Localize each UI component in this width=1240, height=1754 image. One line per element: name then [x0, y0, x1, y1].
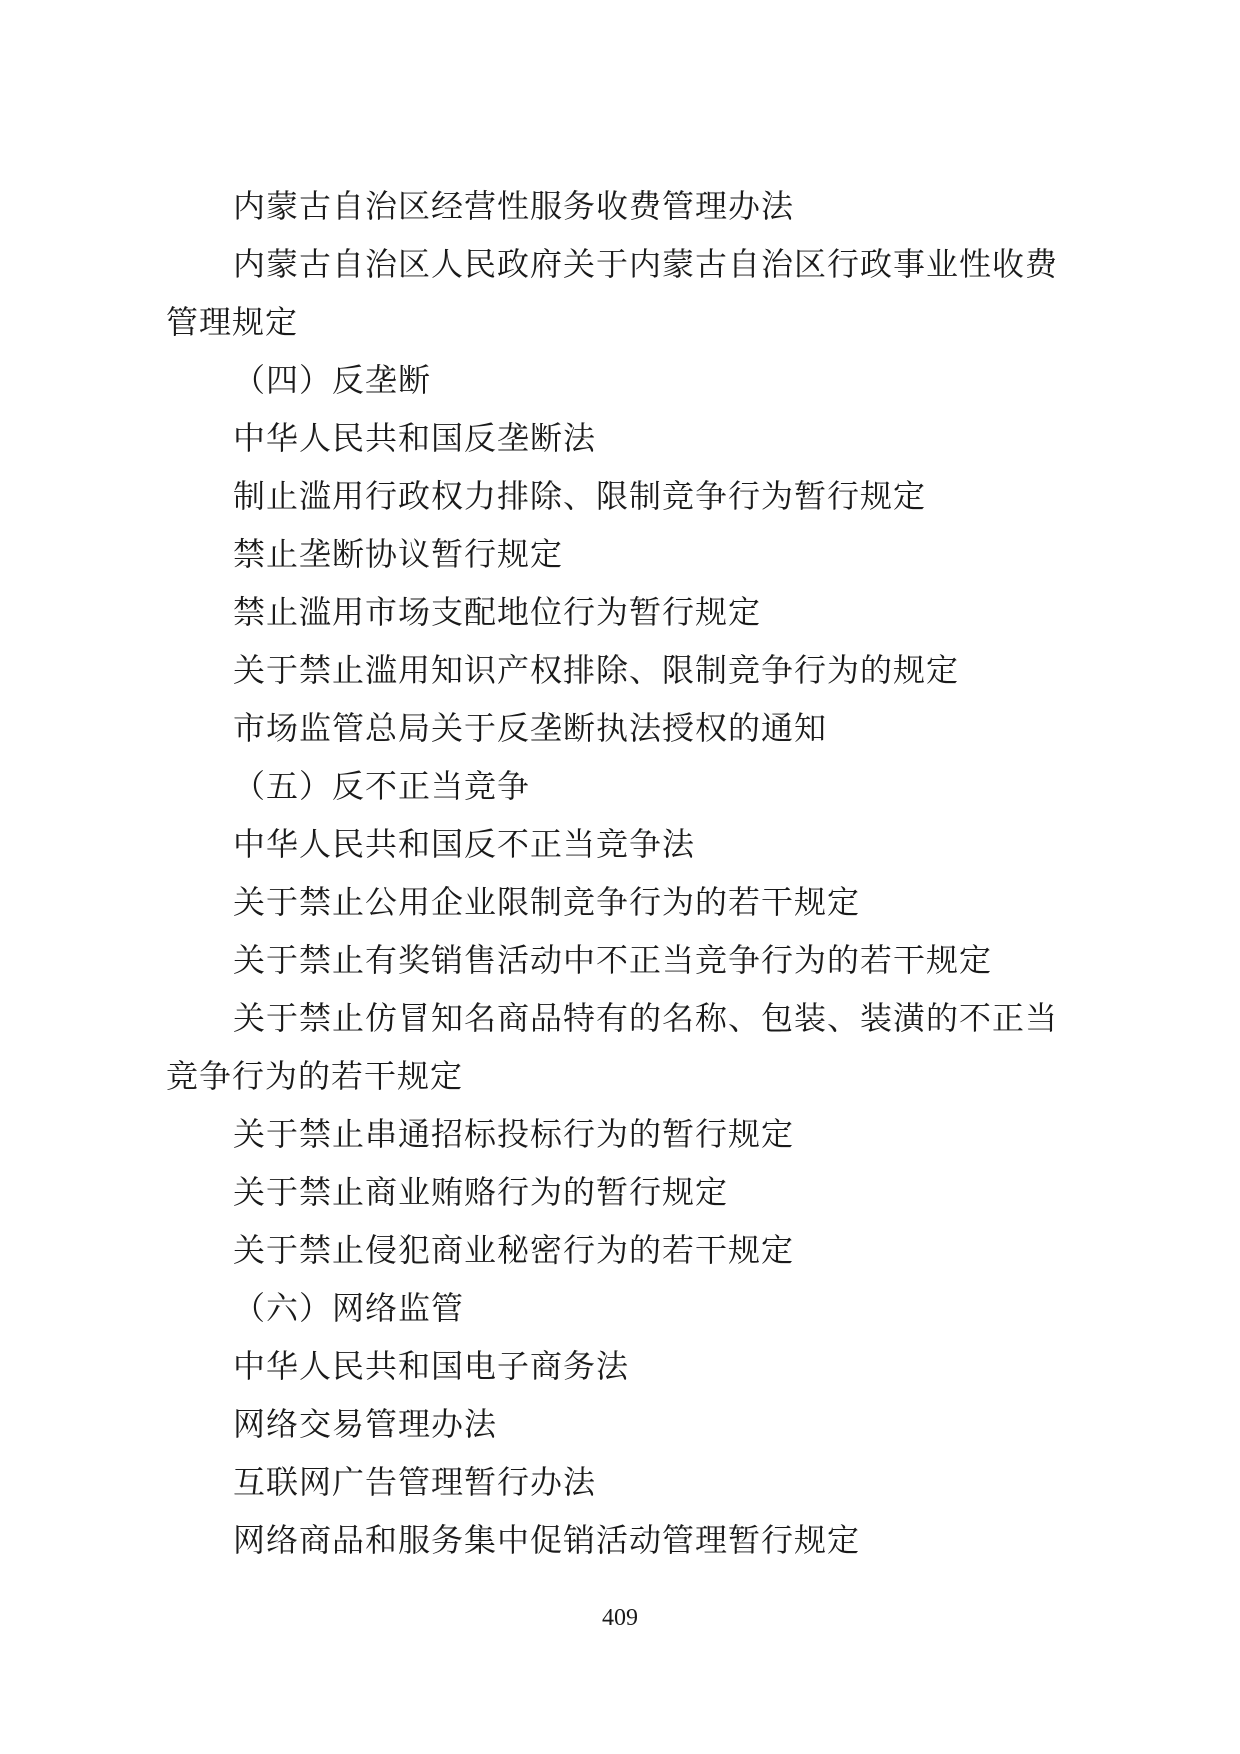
regulation-title: 市场监管总局关于反垄断执法授权的通知 — [233, 709, 828, 747]
regulation-title: 内蒙古自治区经营性服务收费管理办法 — [233, 187, 795, 225]
regulation-title: 关于禁止滥用知识产权排除、限制竞争行为的规定 — [233, 651, 960, 689]
regulation-title: 网络商品和服务集中促销活动管理暂行规定 — [233, 1521, 861, 1559]
section-heading-network-supervision: （六）网络监管 — [233, 1289, 465, 1327]
regulation-title: 制止滥用行政权力排除、限制竞争行为暂行规定 — [233, 477, 927, 515]
document-body — [166, 177, 1086, 1569]
regulation-title-continuation: 竞争行为的若干规定 — [166, 1057, 464, 1095]
page-number: 409 — [602, 1605, 638, 1631]
regulation-title: 关于禁止侵犯商业秘密行为的若干规定 — [233, 1231, 795, 1269]
section-heading-antimonopoly: （四）反垄断 — [233, 361, 432, 399]
section-heading-unfair-competition: （五）反不正当竞争 — [233, 767, 531, 805]
regulation-title: 中华人民共和国反不正当竞争法 — [233, 825, 696, 863]
regulation-title: 互联网广告管理暂行办法 — [233, 1463, 597, 1501]
regulation-title: 中华人民共和国反垄断法 — [233, 419, 597, 457]
regulation-title: 关于禁止仿冒知名商品特有的名称、包装、装潢的不正当 — [233, 999, 1059, 1037]
regulation-title: 内蒙古自治区人民政府关于内蒙古自治区行政事业性收费 — [233, 245, 1059, 283]
regulation-title: 中华人民共和国电子商务法 — [233, 1347, 630, 1385]
regulation-title-continuation: 管理规定 — [166, 303, 299, 341]
regulation-title: 禁止垄断协议暂行规定 — [233, 535, 564, 573]
regulation-title: 网络交易管理办法 — [233, 1405, 498, 1443]
regulation-title: 禁止滥用市场支配地位行为暂行规定 — [233, 593, 762, 631]
regulation-title: 关于禁止商业贿赂行为的暂行规定 — [233, 1173, 729, 1211]
regulation-title: 关于禁止有奖销售活动中不正当竞争行为的若干规定 — [233, 941, 993, 979]
regulation-title: 关于禁止串通招标投标行为的暂行规定 — [233, 1115, 795, 1153]
regulation-title: 关于禁止公用企业限制竞争行为的若干规定 — [233, 883, 861, 921]
